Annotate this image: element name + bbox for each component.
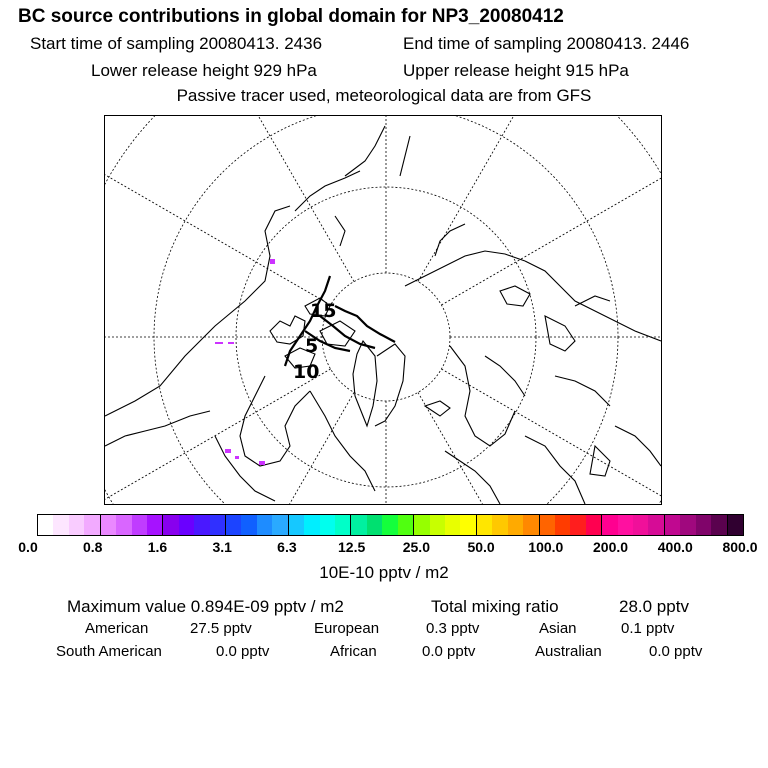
coast-pacific: [105, 411, 210, 446]
trajectory-label-5: 5: [305, 335, 319, 357]
coast-island-1: [270, 316, 305, 344]
plume-markers: [215, 259, 275, 465]
upper-release-height: Upper release height 915 hPa: [403, 61, 629, 80]
colorbar-tick: 0.8: [82, 539, 103, 555]
colorbar-segment: [225, 515, 241, 535]
south-american-value: 0.0 pptv: [216, 643, 270, 660]
australian-label: Australian: [535, 643, 602, 660]
colorbar-tick: 25.0: [402, 539, 430, 555]
meridian-line: [441, 369, 661, 504]
colorbar-segment: [476, 515, 492, 535]
coast-scandinavia: [450, 346, 515, 446]
coast-siberia-1: [405, 251, 525, 286]
colorbar-segment: [445, 515, 460, 535]
coast-severnaya: [500, 286, 530, 306]
meridian-line: [105, 116, 331, 305]
colorbar-segment: [179, 515, 194, 535]
total-mixing-value: 28.0 pptv: [619, 597, 689, 616]
colorbar-segment: [335, 515, 350, 535]
colorbar-tick: 100.0: [528, 539, 564, 555]
colorbar-segment: [147, 515, 162, 535]
graticule: [105, 116, 661, 504]
coast-iceland: [425, 401, 450, 416]
colorbar-segment: [430, 515, 445, 535]
colorbar-segment: [350, 515, 366, 535]
colorbar-segment: [601, 515, 617, 535]
max-value: Maximum value 0.894E-09 pptv / m2: [67, 597, 344, 616]
colorbar-tick: 200.0: [593, 539, 629, 555]
asian-label: Asian: [539, 620, 577, 637]
colorbar-segment: [241, 515, 256, 535]
colorbar: [37, 514, 744, 536]
plume-3: [270, 259, 275, 264]
colorbar-unit: 10E-10 pptv / m2: [319, 563, 449, 582]
colorbar-segment: [210, 515, 225, 535]
colorbar-segment: [320, 515, 335, 535]
colorbar-segment: [555, 515, 570, 535]
colorbar-segment: [194, 515, 209, 535]
colorbar-segment: [53, 515, 68, 535]
colorbar-segment: [288, 515, 304, 535]
colorbar-segment: [69, 515, 84, 535]
european-label: European: [314, 620, 380, 637]
colorbar-segment: [508, 515, 523, 535]
colorbar-segment: [38, 515, 53, 535]
end-time: End time of sampling 20080413. 2446: [403, 34, 690, 53]
colorbar-tick: 0.0: [18, 539, 38, 555]
colorbar-segment: [648, 515, 663, 535]
lat-circle-50: [105, 116, 661, 504]
colorbar-tick: 12.5: [338, 539, 366, 555]
polar-map: [104, 115, 662, 505]
coast-siberia-2: [525, 261, 661, 341]
plume-4: [225, 449, 231, 453]
meridians: [105, 116, 661, 504]
tracer-note: Passive tracer used, meteorological data are from GFS: [176, 86, 592, 105]
coast-kamchatka: [345, 126, 385, 176]
colorbar-tick: 50.0: [467, 539, 495, 555]
coast-taymyr: [435, 224, 465, 256]
coast-canada-south: [215, 436, 275, 501]
colorbar-tick: 400.0: [657, 539, 693, 555]
plume-2: [228, 342, 234, 344]
colorbar-segment: [727, 515, 743, 535]
total-mixing-label: Total mixing ratio: [431, 597, 559, 616]
plot-title: BC source contributions in global domain for NP3_20080412: [18, 6, 564, 27]
colorbar-tick: 3.1: [212, 539, 232, 555]
colorbar-segment: [618, 515, 633, 535]
plume-5: [259, 461, 265, 465]
coast-barents: [485, 356, 525, 396]
coast-chukotka: [295, 171, 360, 211]
coast-greenland-east: [375, 344, 405, 426]
colorbar-segment: [711, 515, 726, 535]
colorbar-segment: [116, 515, 131, 535]
colorbar-segment: [539, 515, 555, 535]
american-label: American: [85, 620, 149, 637]
colorbar-segment: [492, 515, 507, 535]
colorbar-segment: [257, 515, 272, 535]
colorbar-tick: 1.6: [147, 539, 168, 555]
colorbar-segment: [367, 515, 382, 535]
meridian-line: [105, 369, 331, 504]
coast-lake: [590, 446, 610, 476]
coast-okhotsk: [400, 136, 410, 176]
coast-europe: [445, 451, 500, 504]
colorbar-segment: [382, 515, 397, 535]
colorbar-segment: [84, 515, 99, 535]
plume-6: [235, 456, 239, 459]
colorbar-segment: [664, 515, 680, 535]
coast-bering: [335, 216, 345, 246]
coast-hudson: [240, 376, 310, 466]
coast-novaya: [545, 316, 575, 351]
trajectory-label-15: 15: [310, 300, 337, 322]
coast-yamal: [575, 296, 610, 306]
colorbar-segment: [570, 515, 585, 535]
meridian-line: [418, 116, 636, 282]
start-time: Start time of sampling 20080413. 2436: [30, 34, 323, 53]
american-value: 27.5 pptv: [190, 620, 252, 637]
colorbar-segment: [696, 515, 711, 535]
asian-value: 0.1 pptv: [621, 620, 675, 637]
south-american-label: South American: [56, 643, 162, 660]
colorbar-segment: [633, 515, 648, 535]
colorbar-segment: [304, 515, 319, 535]
map-canvas: [105, 116, 661, 504]
coast-alaska: [105, 206, 290, 416]
colorbar-segment: [413, 515, 429, 535]
plume-1: [215, 342, 223, 344]
coast-caspian: [615, 426, 661, 466]
trajectory-label-10: 10: [293, 361, 320, 383]
colorbar-segment: [586, 515, 601, 535]
colorbar-segment: [100, 515, 116, 535]
colorbar-segment: [398, 515, 413, 535]
colorbar-tick: 6.3: [277, 539, 297, 555]
coast-labrador: [310, 391, 375, 491]
coast-greenland-west: [353, 341, 377, 426]
african-label: African: [330, 643, 377, 660]
colorbar-segment: [132, 515, 147, 535]
colorbar-segment: [523, 515, 538, 535]
colorbar-segment: [162, 515, 178, 535]
colorbar-segment: [680, 515, 695, 535]
meridian-line: [136, 116, 354, 282]
colorbar-tick: 800.0: [722, 539, 758, 555]
meridian-line: [418, 392, 636, 504]
colorbar-segment: [460, 515, 475, 535]
colorbar-segment: [272, 515, 287, 535]
european-value: 0.3 pptv: [426, 620, 480, 637]
coast-kola: [555, 376, 610, 406]
lower-release-height: Lower release height 929 hPa: [91, 61, 317, 80]
australian-value: 0.0 pptv: [649, 643, 703, 660]
african-value: 0.0 pptv: [422, 643, 476, 660]
